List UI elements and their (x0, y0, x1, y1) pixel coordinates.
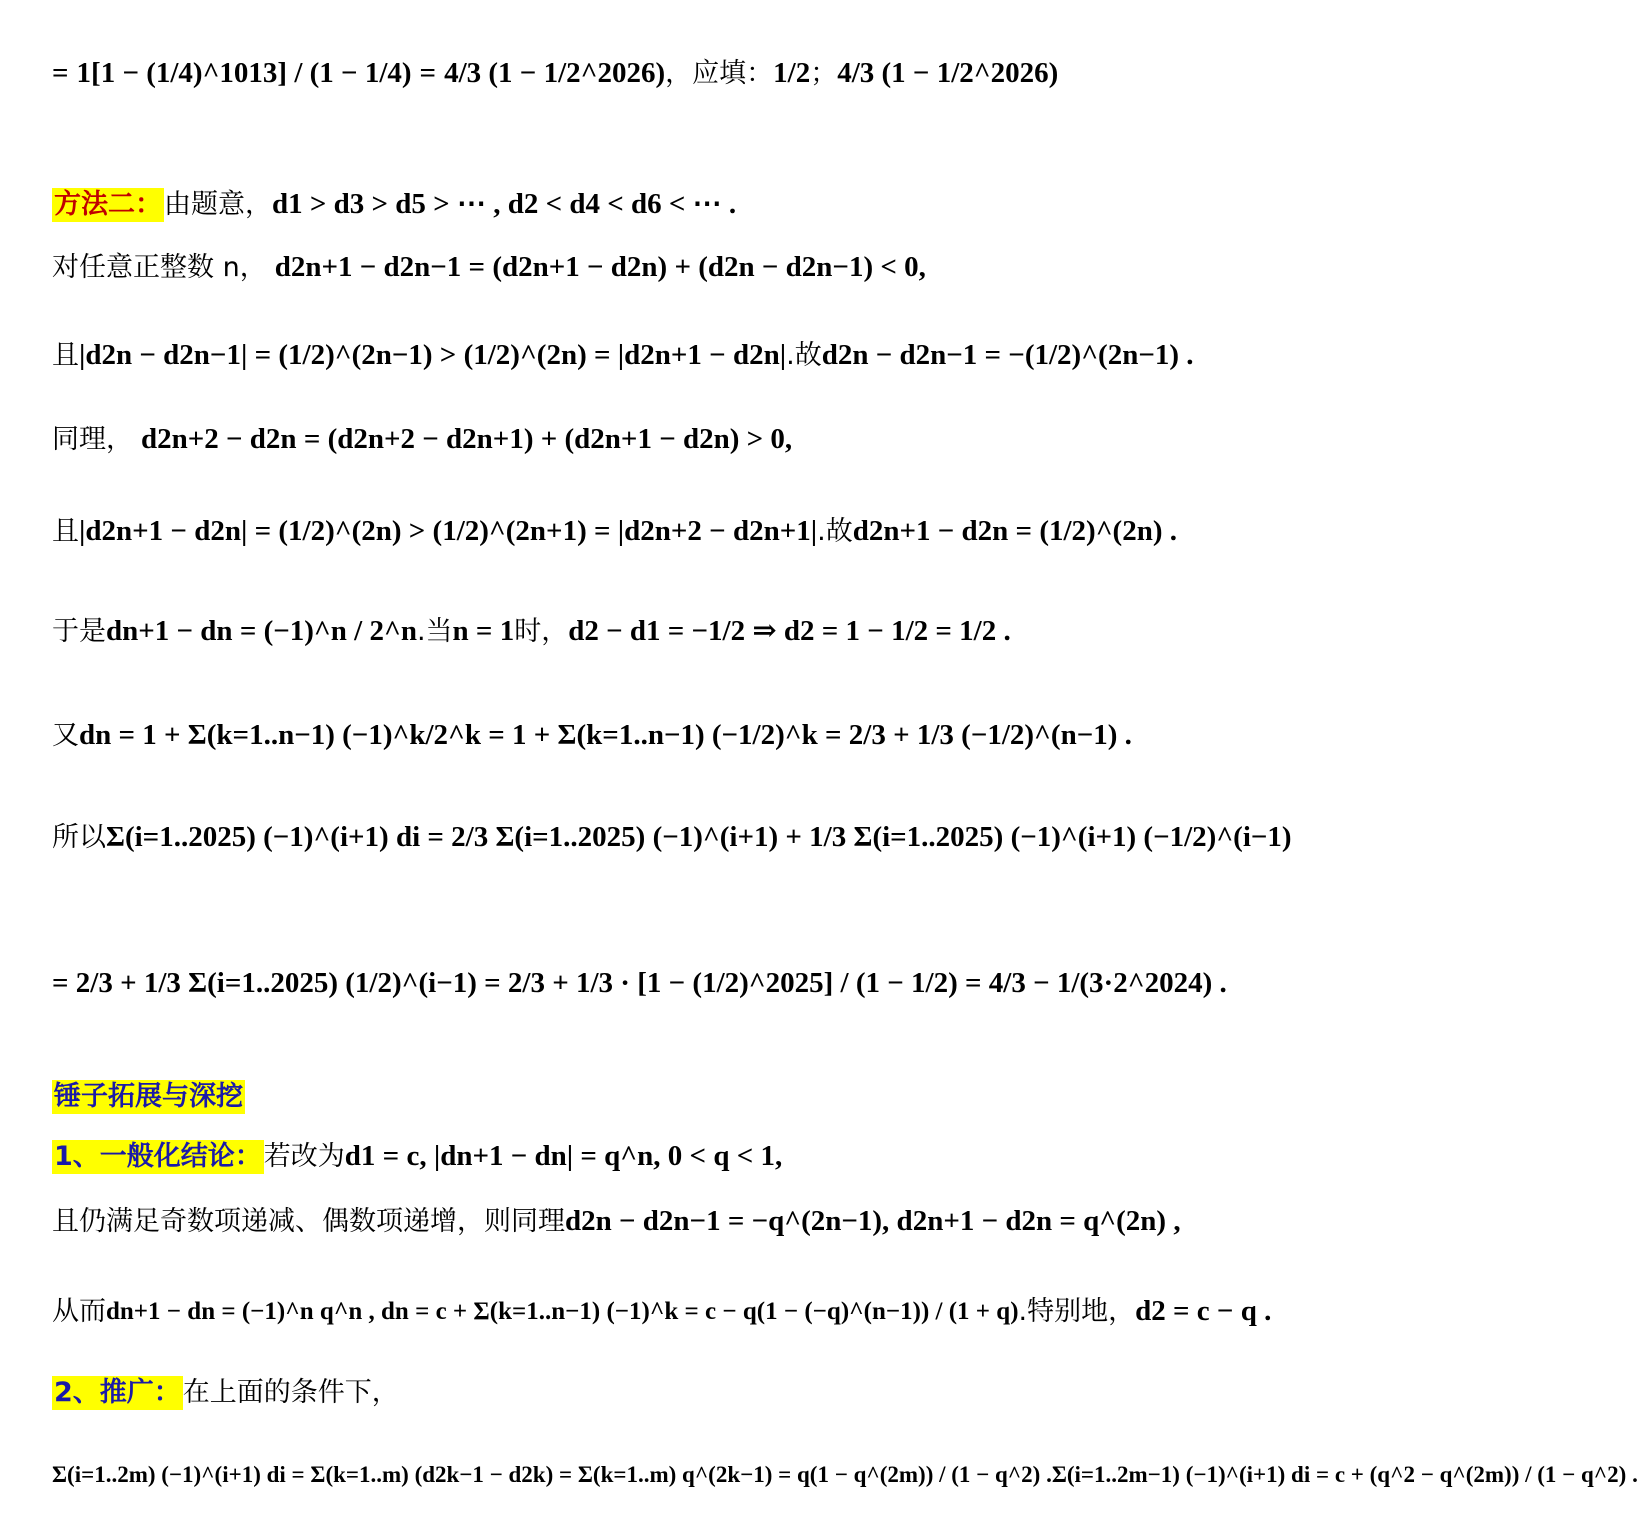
line-11 (52, 1080, 1060, 1114)
line-14-math-2: d2 = c − q . (1135, 1295, 1272, 1327)
line-15-text: 在上面的条件下， (182, 1377, 399, 1408)
line-7 (52, 616, 1060, 648)
line-15 (52, 1376, 1060, 1410)
line-4-text-1: 且 (52, 340, 79, 372)
line-7-math-1: dn+1 − dn = (−1)^n / 2^n (106, 615, 417, 647)
line-4-text-2: .故 (786, 340, 822, 372)
line-6-text-1: 且 (52, 516, 79, 548)
line-14-text-2: .特别地， (1018, 1296, 1136, 1328)
math-line-1-eq: = (52, 57, 69, 89)
line-5-math: d2n+2 − d2n = (d2n+2 − d2n+1) + (d2n+1 − d2n) > 0, (141, 423, 793, 455)
line-12-text: 若改为 (263, 1141, 345, 1172)
line-4 (52, 339, 1194, 372)
line-6-math-1: |d2n+1 − d2n| = (1/2)^(2n) > (1/2)^(2n+1) = |d2n+2 − d2n+1| (79, 515, 818, 547)
line-8-math: dn = 1 + Σ(k=1..n−1) (−1)^k/2^k = 1 + Σ(k=1..n−1) (−1/2)^k = 2/3 + 1/3 (−1/2)^(n−1) . (79, 719, 1132, 751)
line-16-math-1: Σ(i=1..2m) (−1)^(i+1) di = Σ(k=1..m) (d2k−1 − d2k) = Σ(k=1..m) q^(2k−1) = q(1 − q^(2m)) / (1 − q^2) . (52, 1462, 1052, 1487)
line-14-text-1: 从而 (52, 1296, 106, 1328)
line-8-text: 又 (52, 720, 79, 752)
line-13-math: d2n − d2n−1 = −q^(2n−1), d2n+1 − d2n = q^(2n) , (565, 1205, 1181, 1237)
line-6-text-2: .故 (817, 516, 853, 548)
line-1 (52, 58, 1060, 90)
line-4-math-2: d2n − d2n−1 = −(1/2)^(2n−1) . (821, 339, 1194, 371)
line-2-text: 由题意， (164, 189, 272, 220)
method-two-label: 方法二： (54, 189, 162, 220)
line-7-math-3: d2 − d1 = −1/2 ⇒ d2 = 1 − 1/2 = 1/2 . (568, 615, 1011, 647)
line-12-math: d1 = c, |dn+1 − dn| = q^n, 0 < q < 1, (344, 1139, 783, 1172)
line-7-text-3: 时， (514, 616, 569, 648)
answer-label: ，应填： (665, 58, 774, 90)
line-3-text: 对任意正整数 n， (52, 252, 267, 284)
line-16 (52, 1462, 1638, 1487)
line-3 (52, 252, 1060, 284)
line-9-math: Σ(i=1..2025) (−1)^(i+1) di = 2/3 Σ(i=1..2025) (−1)^(i+1) + 1/3 Σ(i=1..2025) (−1)^(i+1) (−1/2)^(i−1) (106, 821, 1292, 853)
line-4-math-1: |d2n − d2n−1| = (1/2)^(2n−1) > (1/2)^(2n) = |d2n+1 − d2n| (79, 339, 787, 371)
line-6 (52, 515, 1177, 548)
line-14-math-1: dn+1 − dn = (−1)^n q^n , dn = c + Σ(k=1..n−1) (−1)^k = c − q(1 − (−q)^(n−1)) / (1 + q) (106, 1298, 1019, 1326)
line-9 (52, 821, 1292, 854)
line-2 (52, 188, 1060, 222)
line-7-text-1: 于是 (52, 616, 106, 648)
line-7-text-2: .当 (416, 616, 453, 648)
section-heading: 锤子拓展与深挖 (54, 1081, 243, 1112)
answer-1: 1/2 (773, 57, 811, 89)
line-7-math-2: n = 1 (452, 615, 515, 647)
line-14 (52, 1295, 1272, 1328)
line-5 (52, 424, 1060, 456)
math-line-1-result: 4/3 (1 − 1/2^2026) (444, 57, 666, 89)
line-12 (52, 1140, 1060, 1174)
line-2-math: d1 > d3 > d5 > ⋯ , d2 < d4 < d6 < ⋯ . (272, 187, 737, 220)
answer-2: 4/3 (1 − 1/2^2026) (837, 57, 1059, 89)
answer-separator: ； (810, 58, 838, 90)
general-conclusion-label: 1、一般化结论： (54, 1141, 262, 1172)
line-10-math: = 2/3 + 1/3 Σ(i=1..2025) (1/2)^(i−1) = 2/3 + 1/3 · [1 − (1/2)^2025] / (1 − 1/2) = 4/3 − 1/(3·2^2024) . (52, 967, 1227, 999)
line-13-text: 且仍满足奇数项递减、偶数项递增，则同理 (52, 1206, 565, 1238)
line-5-text: 同理， (52, 424, 133, 456)
generalization-label: 2、推广： (54, 1377, 181, 1408)
math-line-1-fraction: 1[1 − (1/4)^1013] / (1 − 1/4) (76, 57, 412, 89)
line-8 (52, 719, 1132, 752)
math-line-1-eq2: = (419, 57, 437, 89)
line-13 (52, 1205, 1181, 1238)
line-10 (52, 967, 1227, 1000)
line-6-math-2: d2n+1 − d2n = (1/2)^(2n) . (852, 515, 1177, 547)
line-3-math: d2n+1 − d2n−1 = (d2n+1 − d2n) + (d2n − d2n−1) < 0, (274, 251, 926, 283)
line-16-math-2: Σ(i=1..2m−1) (−1)^(i+1) di = c + (q^2 − q^(2m)) / (1 − q^2) . (1051, 1462, 1638, 1487)
line-9-text: 所以 (52, 822, 106, 854)
